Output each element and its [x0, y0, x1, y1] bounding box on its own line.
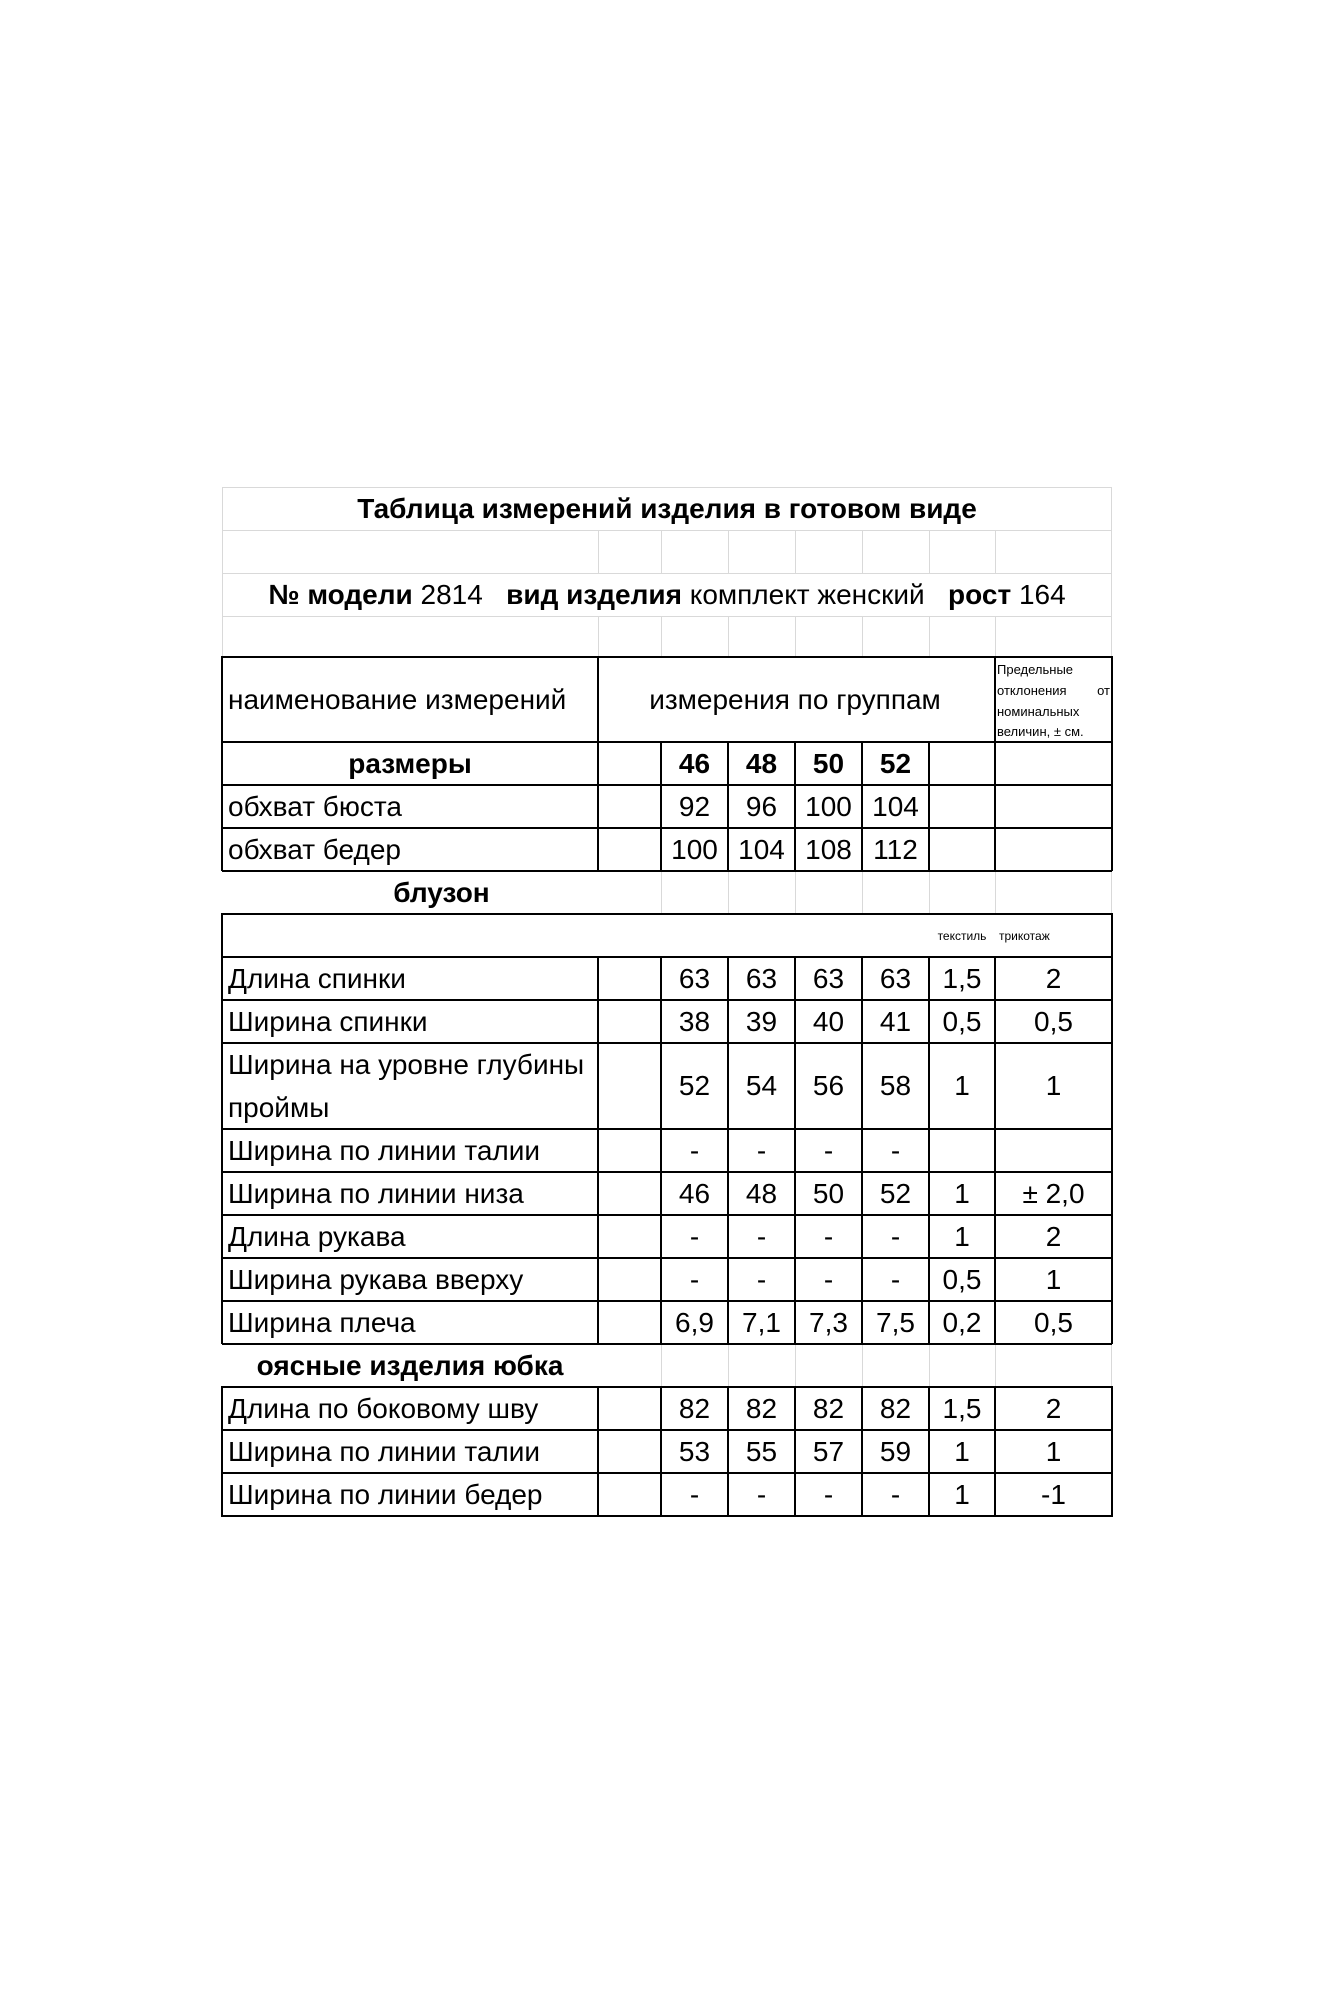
table-cell-value: 82	[879, 1392, 912, 1424]
table-cell-tol-textile: 1	[954, 1220, 970, 1252]
table-row-label: Ширина по линии талии	[228, 1435, 541, 1467]
table-line	[995, 1344, 996, 1387]
table-row-label: Ширина по линии низа	[228, 1177, 524, 1209]
table-cell-tol-knit: 1	[1045, 1435, 1062, 1467]
table-cell-value: 63	[879, 962, 912, 994]
table-cell-value: 7,5	[876, 1306, 915, 1338]
table-cell-value: 63	[678, 962, 711, 994]
table-row-label: Длина рукава	[228, 1220, 406, 1252]
size-52: 52	[879, 747, 912, 779]
table-line	[222, 784, 1112, 786]
section-blouse-title: блузон	[393, 876, 490, 908]
table-line	[222, 487, 1112, 488]
table-line	[222, 1171, 1112, 1173]
table-line	[222, 999, 1112, 1001]
table-line	[598, 616, 599, 657]
table-line	[928, 956, 930, 1344]
table-cell-tol-textile: 0,5	[942, 1005, 982, 1037]
model-info-line	[222, 573, 1112, 617]
table-cell-value: 6,9	[675, 1306, 714, 1338]
table-line	[795, 530, 796, 573]
table-line	[728, 1344, 729, 1387]
table-cell-value: -	[890, 1220, 901, 1252]
table-row-label: Ширина спинки	[228, 1005, 428, 1037]
table-cell-value: -	[823, 1263, 834, 1295]
table-line	[660, 956, 662, 1344]
table-cell-tol-knit: 0,5	[1034, 1005, 1073, 1037]
table-cell-value: 54	[745, 1070, 778, 1101]
table-line	[222, 1472, 1112, 1474]
table-cell-tol-textile: 1,5	[942, 962, 982, 994]
table-cell-value: 38	[678, 1005, 711, 1037]
table-cell-tol-textile: 0,5	[942, 1263, 982, 1295]
tol-label-textile: текстиль	[937, 928, 987, 943]
table-line	[928, 1386, 930, 1517]
table-cell-tol-knit	[995, 1129, 1112, 1172]
table-line	[728, 530, 729, 573]
table-line	[794, 741, 796, 871]
table-cell-value: 82	[745, 1392, 778, 1424]
table-line	[1111, 1386, 1113, 1517]
row-bust-label: обхват бюста	[228, 790, 402, 822]
size-46: 46	[678, 747, 711, 779]
table-line	[222, 1214, 1112, 1216]
table-line	[222, 870, 1112, 872]
table-line	[727, 741, 729, 871]
table-cell-value: 82	[812, 1392, 845, 1424]
table-cell-value: 63	[812, 962, 845, 994]
table-line	[861, 741, 863, 871]
table-line	[795, 871, 796, 914]
row-hips-52: 112	[873, 833, 918, 865]
table-cell-value: 7,1	[742, 1306, 781, 1338]
table-line	[221, 913, 223, 957]
table-line	[727, 1386, 729, 1517]
table-cell-value: 39	[745, 1005, 778, 1037]
table-cell-value: 56	[812, 1070, 845, 1101]
height-label: рост	[948, 579, 1012, 610]
header-tolerance: Предельные отклонения от номинальных величин, ± см.	[997, 662, 1110, 740]
table-cell-tol-knit: 0,5	[1034, 1306, 1073, 1338]
table-line	[995, 530, 996, 573]
row-bust-46: 92	[678, 790, 711, 822]
table-cell-tol-knit: -1	[1041, 1478, 1066, 1510]
table-line	[222, 827, 1112, 829]
table-line	[222, 656, 1112, 658]
table-line	[795, 1344, 796, 1387]
table-cell-value: -	[823, 1134, 834, 1166]
product-type-value: комплект женский	[689, 579, 925, 610]
row-bust-52: 104	[872, 790, 919, 822]
header-measurement-groups: измерения по группам	[649, 683, 941, 715]
table-line	[222, 741, 1112, 743]
table-line	[222, 1257, 1112, 1259]
table-line	[222, 616, 1112, 617]
table-line	[221, 656, 223, 871]
table-line	[861, 1386, 863, 1517]
table-row-label: Длина спинки	[228, 962, 406, 994]
table-line	[727, 956, 729, 1344]
table-line	[222, 1515, 1112, 1517]
table-line	[995, 871, 996, 914]
table-line	[728, 616, 729, 657]
table-cell-value: 7,3	[809, 1306, 848, 1338]
product-type-label: вид изделия	[506, 579, 682, 610]
table-line	[222, 573, 1112, 574]
table-cell-value: -	[823, 1220, 834, 1252]
table-line	[1111, 871, 1112, 914]
row-hips-48: 104	[738, 833, 785, 865]
header-measurement-name: наименование измерений	[228, 683, 567, 715]
table-row-label: Длина по боковому шву	[228, 1392, 539, 1424]
table-line	[221, 1386, 223, 1517]
table-row-label: Ширина по линии талии	[228, 1134, 541, 1166]
table-line	[661, 616, 662, 657]
table-cell-tol-knit: 1	[1045, 1263, 1062, 1295]
table-cell-value: 46	[678, 1177, 711, 1209]
table-line	[661, 530, 662, 573]
table-cell-value: 55	[745, 1435, 778, 1467]
table-cell-tol-textile: 1	[954, 1177, 970, 1209]
table-cell-value: -	[689, 1478, 700, 1510]
table-line	[222, 913, 1112, 915]
row-hips-50: 108	[805, 833, 852, 865]
table-line	[994, 1386, 996, 1517]
table-line	[994, 956, 996, 1344]
table-cell-value: 59	[879, 1435, 912, 1467]
table-cell-value: -	[823, 1478, 834, 1510]
table-line	[221, 956, 223, 1344]
model-number-label: № модели	[268, 579, 413, 610]
table-cell-value: 48	[745, 1177, 778, 1209]
table-cell-value: 63	[745, 962, 778, 994]
table-line	[1111, 956, 1113, 1344]
height-value: 164	[1018, 579, 1066, 610]
table-cell-value: -	[689, 1220, 700, 1252]
table-line	[929, 616, 930, 657]
table-cell-tol-textile: 1,5	[942, 1392, 982, 1424]
table-line	[929, 871, 930, 914]
table-line	[994, 656, 996, 871]
table-cell-tol-textile	[929, 1129, 995, 1172]
table-line	[862, 530, 863, 573]
table-line	[1111, 487, 1112, 657]
size-48: 48	[745, 747, 778, 779]
table-cell-value: 82	[678, 1392, 711, 1424]
table-line	[928, 741, 930, 871]
table-line	[222, 487, 223, 657]
table-line	[1111, 656, 1113, 871]
row-bust-48: 96	[745, 790, 778, 822]
table-cell-value: -	[890, 1263, 901, 1295]
table-cell-value: 57	[812, 1435, 845, 1467]
table-line	[222, 1343, 1112, 1345]
table-cell-value: 41	[879, 1005, 912, 1037]
table-cell-value: -	[756, 1134, 767, 1166]
table-line	[1111, 1344, 1112, 1387]
table-cell-value: -	[756, 1478, 767, 1510]
row-hips-46: 100	[671, 833, 718, 865]
table-cell-value: -	[689, 1134, 700, 1166]
table-line	[794, 1386, 796, 1517]
table-line	[660, 1386, 662, 1517]
table-cell-value: -	[756, 1220, 767, 1252]
table-line	[794, 956, 796, 1344]
size-50: 50	[812, 747, 845, 779]
table-cell-tol-knit: ± 2,0	[1022, 1177, 1085, 1209]
table-line	[222, 1128, 1112, 1130]
table-cell-tol-knit: 1	[1045, 1070, 1062, 1101]
sheet-title: Таблица измерений изделия в готовом виде	[357, 493, 977, 524]
table-row-label: Ширина рукава вверху	[228, 1263, 524, 1295]
table-line	[1111, 913, 1113, 957]
table-cell-tol-textile: 1	[954, 1070, 970, 1101]
table-line	[862, 616, 863, 657]
table-line	[598, 530, 599, 573]
table-cell-tol-knit: 2	[1045, 1220, 1062, 1252]
table-cell-tol-textile: 1	[954, 1478, 970, 1510]
table-cell-tol-textile: 1	[954, 1435, 970, 1467]
table-cell-value: -	[689, 1263, 700, 1295]
table-line	[661, 871, 662, 914]
table-cell-tol-textile: 0,2	[942, 1306, 982, 1338]
table-cell-value: 53	[678, 1435, 711, 1467]
table-line	[597, 1386, 599, 1517]
table-line	[597, 656, 599, 871]
table-line	[795, 616, 796, 657]
table-line	[728, 871, 729, 914]
table-cell-value: 58	[879, 1070, 912, 1101]
row-hips-label: обхват бедер	[228, 833, 401, 865]
table-cell-value: -	[890, 1478, 901, 1510]
table-line	[862, 871, 863, 914]
table-cell-value: 52	[879, 1177, 912, 1209]
sizes-label: размеры	[348, 747, 472, 779]
table-line	[222, 1300, 1112, 1302]
table-line	[222, 1042, 1112, 1044]
table-line	[222, 1429, 1112, 1431]
table-cell-value: 50	[812, 1177, 845, 1209]
model-number-value: 2814	[420, 579, 483, 610]
table-cell-tol-knit: 2	[1045, 1392, 1062, 1424]
table-line	[222, 1386, 1112, 1388]
table-line	[929, 1344, 930, 1387]
table-line	[995, 616, 996, 657]
table-cell-value: -	[756, 1263, 767, 1295]
table-line	[222, 956, 1112, 958]
row-bust-50: 100	[805, 790, 852, 822]
table-row-label: Ширина на уровне глубины проймы	[228, 1048, 585, 1123]
table-row-label: Ширина по линии бедер	[228, 1478, 543, 1510]
table-cell-tol-knit: 2	[1045, 962, 1062, 994]
table-line	[929, 530, 930, 573]
tol-label-knit: трикотаж	[999, 928, 1050, 943]
table-line	[597, 956, 599, 1344]
table-cell-value: 52	[678, 1070, 711, 1101]
table-cell-value: -	[890, 1134, 901, 1166]
table-line	[862, 1344, 863, 1387]
table-row-label: Ширина плеча	[228, 1306, 416, 1338]
table-line	[661, 1344, 662, 1387]
table-line	[861, 956, 863, 1344]
section-skirt-title: оясные изделия юбка	[256, 1349, 564, 1381]
table-cell-value: 40	[812, 1005, 845, 1037]
table-line	[222, 530, 1112, 531]
table-line	[660, 741, 662, 871]
